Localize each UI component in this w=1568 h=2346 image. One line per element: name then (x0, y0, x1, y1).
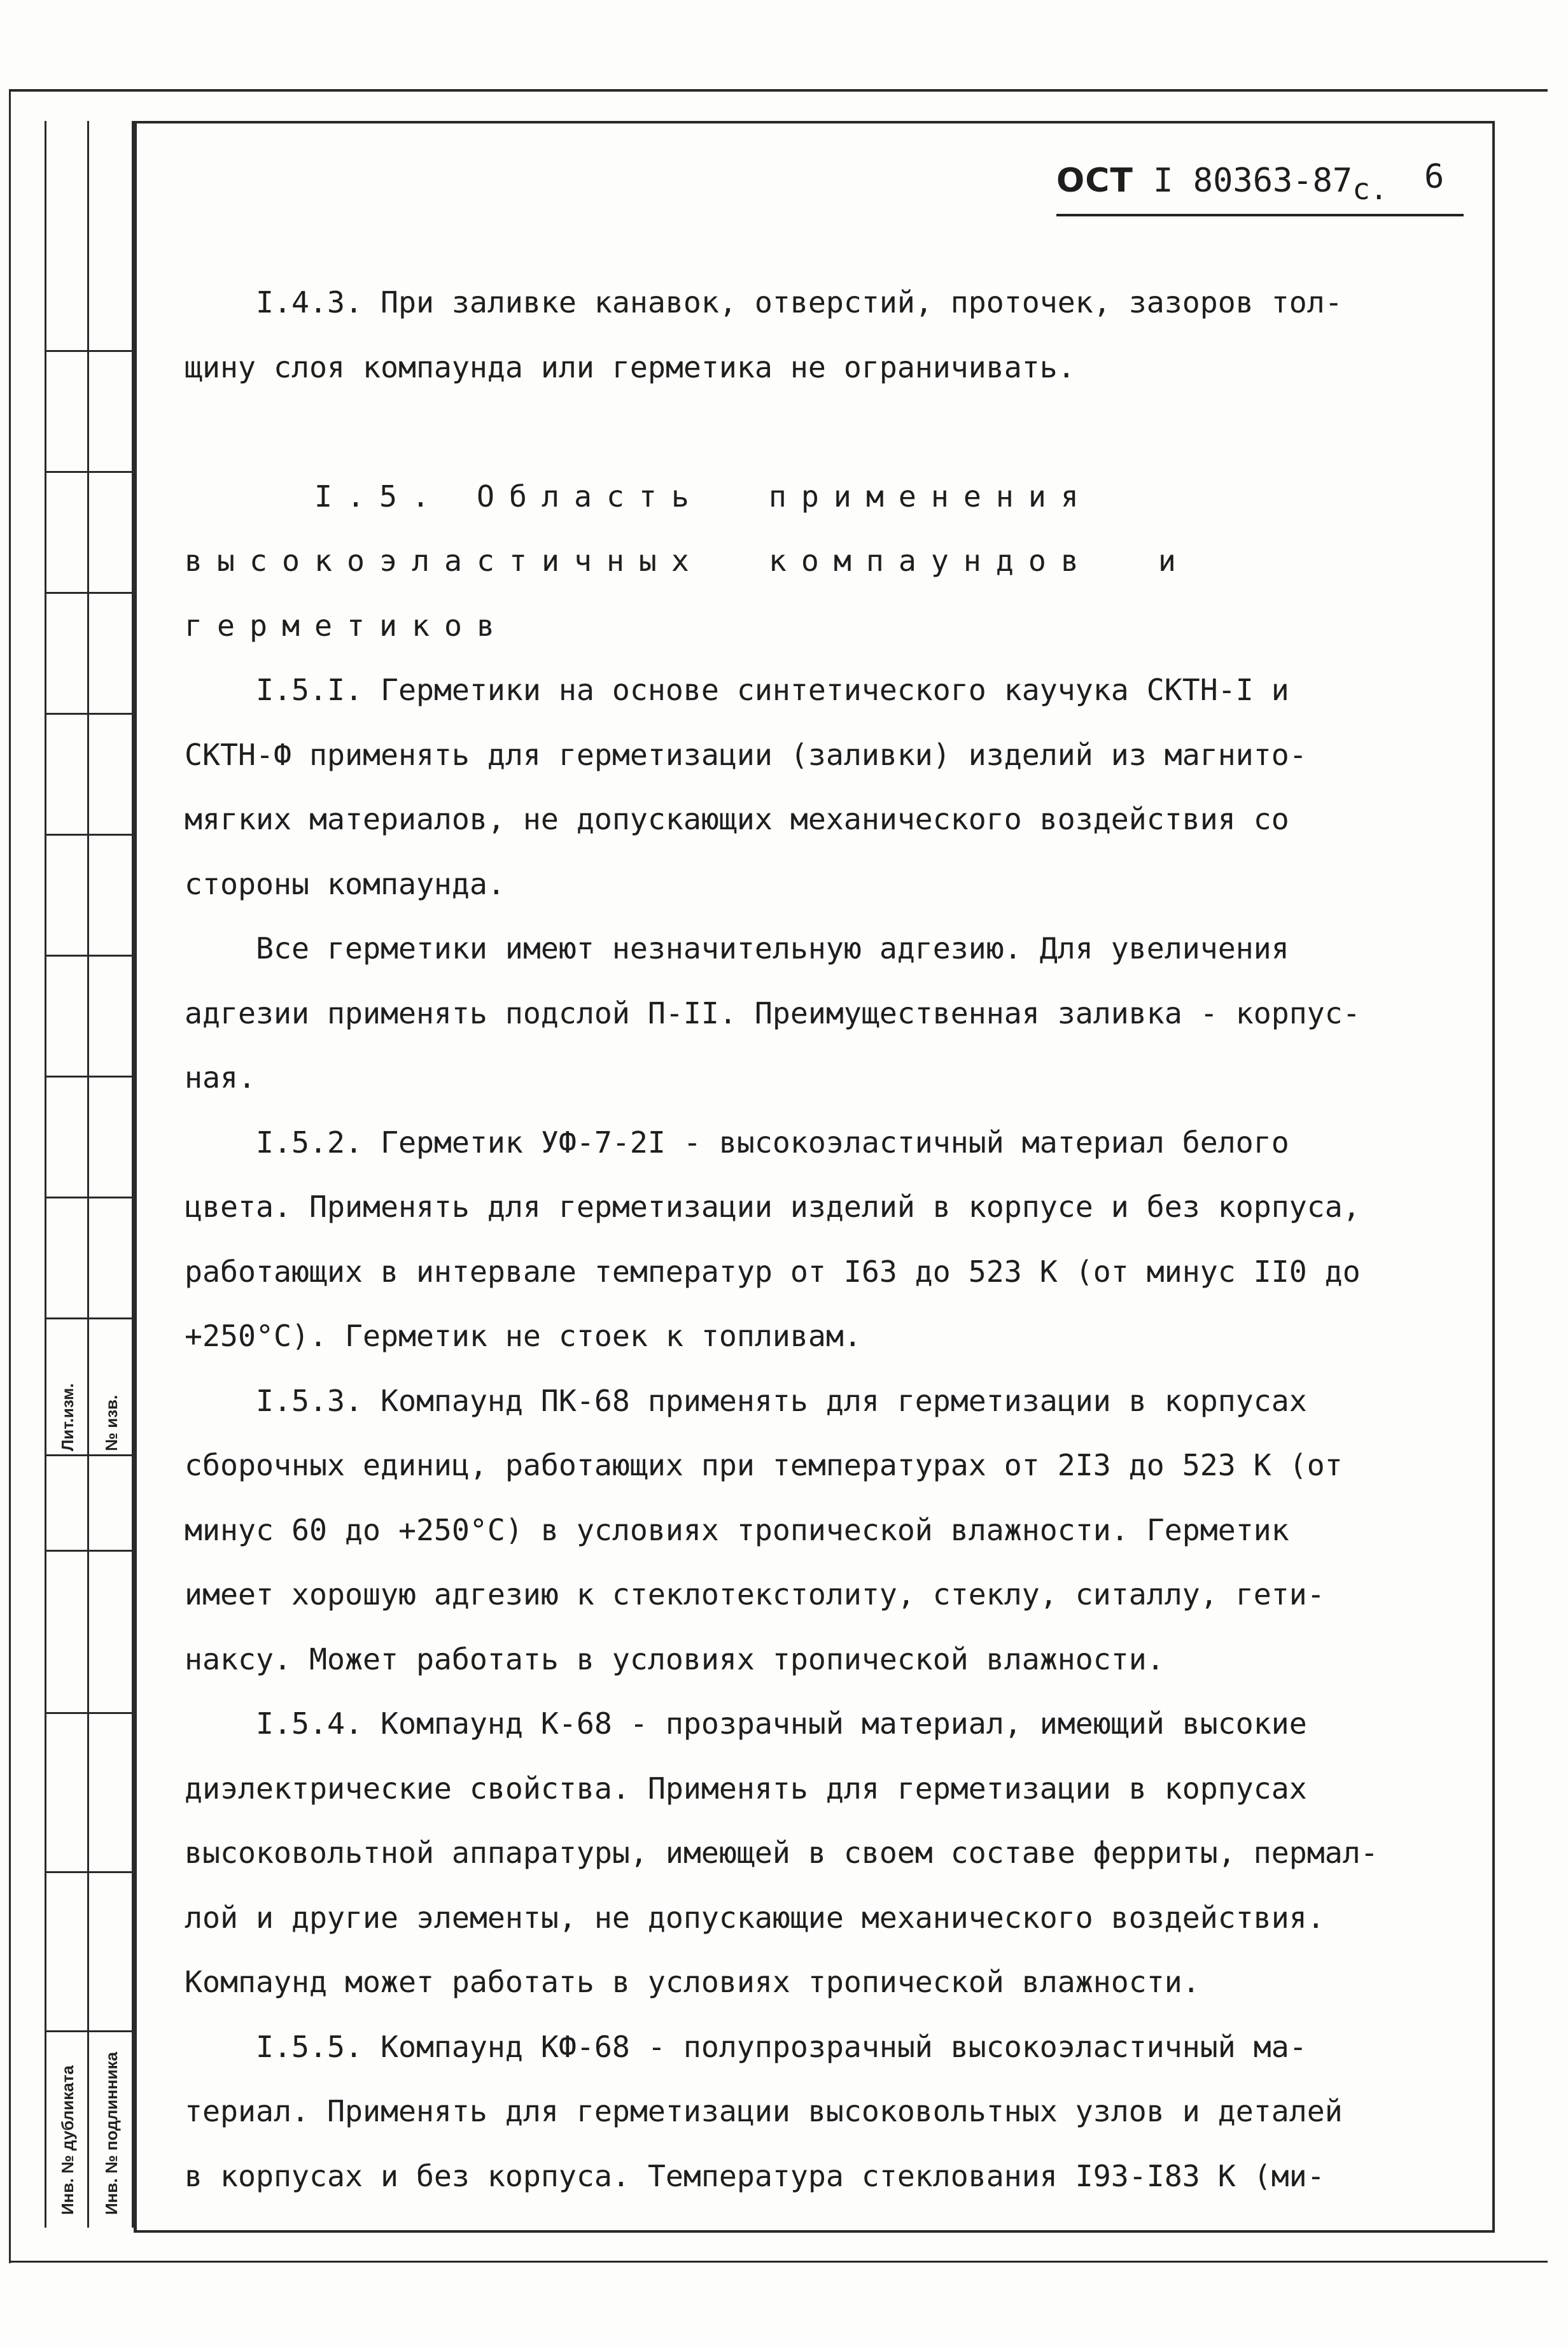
stamp-divider (89, 471, 132, 473)
stamp-divider (46, 2030, 87, 2032)
stamp-column-right (89, 121, 134, 2228)
stamp-divider (89, 1550, 132, 1552)
text-line: Компаунд может работать в условиях тропической влажности. (185, 1965, 1200, 1999)
stamp-divider (89, 1871, 132, 1873)
stamp-divider (89, 834, 132, 836)
text-line: I.4.3. При заливке канавок, отверстий, проточек, зазоров тол- (185, 285, 1343, 320)
text-line: наксу. Может работать в условиях тропической влажности. (185, 1641, 1165, 1676)
stamp-divider (46, 1197, 87, 1198)
clause-1-5-5 (185, 2015, 1476, 2209)
stamp-divider (46, 955, 87, 957)
text-line: стороны компаунда. (185, 866, 505, 901)
text-line: лой и другие элементы, не допускающие механического воздействия. (185, 1900, 1325, 1935)
stamp-divider (46, 471, 87, 473)
stamp-divider (89, 1076, 132, 1078)
document-body (185, 270, 1476, 2209)
stamp-divider (89, 1454, 132, 1456)
text-line: в корпусах и без корпуса. Температура стеклования I93-I83 К (ми- (185, 2158, 1325, 2193)
stamp-divider (89, 713, 132, 715)
text-line: I.5.3. Компаунд ПК-68 применять для герметизации в корпусах (185, 1383, 1307, 1418)
text-line: цвета. Применять для герметизации изделий в корпусе и без корпуса, (185, 1190, 1361, 1224)
stamp-divider (89, 2030, 132, 2032)
header-underline (1056, 214, 1464, 216)
stamp-divider (46, 1454, 87, 1456)
stamp-divider (46, 1550, 87, 1552)
stamp-divider (89, 350, 132, 352)
clause-1-5-4 (185, 1692, 1476, 2015)
text-line: I.5.2. Герметик УФ-7-2I - высокоэластичный материал белого (185, 1125, 1289, 1160)
clause-1-5-3 (185, 1369, 1476, 1692)
text-line: I.5.I. Герметики на основе синтетического каучука СКТН-I и (185, 673, 1289, 707)
stamp-divider (46, 713, 87, 715)
stamp-divider (46, 1712, 87, 1714)
text-line: СКТН-Ф применять для герметизации (заливки) изделий из магнито- (185, 737, 1307, 772)
stamp-divider (89, 1317, 132, 1319)
text-line: сборочных единиц, работающих при температурах от 2I3 до 523 К (от (185, 1448, 1343, 1482)
stamp-divider (89, 955, 132, 957)
stamp-label-no-izv: № изв. (102, 1394, 121, 1451)
stamp-column-left (45, 121, 89, 2228)
text-line: имеет хорошую адгезию к стеклотекстолиту, стеклу, ситаллу, гети- (185, 1577, 1325, 1612)
stamp-divider (46, 834, 87, 836)
text-line: +250°С). Герметик не стоек к топливам. (185, 1319, 862, 1353)
text-line: высоковольтной аппаратуры, имеющей в своем составе ферриты, пермал- (185, 1836, 1378, 1870)
stamp-divider (89, 1712, 132, 1714)
text-line: териал. Применять для герметизации высоковольтных узлов и деталей (185, 2094, 1343, 2128)
document-header (1056, 158, 1444, 206)
stamp-divider (89, 1197, 132, 1198)
text-line: I.5.5. Компаунд КФ-68 - полупрозрачный высокоэластичный ма- (185, 2029, 1307, 2064)
stamp-divider (46, 1871, 87, 1873)
standard-number: I 80363-87 (1153, 162, 1353, 200)
heading-line: I.5. Область применения (185, 479, 1093, 514)
stamp-label-lit-izm: Лит.изм. (58, 1383, 77, 1451)
clause-1-4-3 (185, 270, 1476, 400)
stamp-divider (46, 1317, 87, 1319)
stamp-divider (46, 1076, 87, 1078)
section-heading-1-5 (185, 465, 1476, 659)
text-line: щину слоя компаунда или герметика не ограничивать. (185, 349, 1075, 384)
text-line: минус 60 до +250°С) в условиях тропической влажности. Герметик (185, 1512, 1289, 1547)
stamp-label-inv-podl: Инв. № подлинника (102, 2051, 121, 2215)
text-line: Все герметики имеют незначительную адгезию. Для увеличения (185, 931, 1289, 966)
page-number: 6 (1424, 158, 1445, 196)
stamp-divider (89, 592, 132, 594)
text-line: ная. (185, 1060, 256, 1095)
text-line: адгезии применять подслой П-II. Преимущественная заливка - корпус- (185, 995, 1361, 1030)
text-line: I.5.4. Компаунд К-68 - прозрачный материал, имеющий высокие (185, 1706, 1307, 1741)
text-line: работающих в интервале температур от I63 до 523 К (от минус II0 до (185, 1254, 1361, 1289)
outer-frame-left (9, 89, 11, 2263)
text-line: мягких материалов, не допускающих механического воздействия со (185, 802, 1289, 836)
heading-line: высокоэластичных компаундов и (185, 544, 1191, 578)
stamp-label-inv-dubl: Инв. № дубликата (58, 2065, 77, 2215)
clause-1-5-1 (185, 658, 1476, 1111)
outer-frame-bottom (9, 2261, 1548, 2263)
page-abbreviation: с. (1352, 172, 1388, 206)
stamp-divider (46, 592, 87, 594)
text-line: диэлектрические свойства. Применять для герметизации в корпусах (185, 1771, 1307, 1806)
standard-code: ОСТ (1056, 162, 1133, 200)
clause-1-5-2 (185, 1111, 1476, 1369)
outer-frame-top (9, 89, 1548, 92)
heading-line: герметиков (185, 608, 509, 643)
stamp-divider (46, 350, 87, 352)
